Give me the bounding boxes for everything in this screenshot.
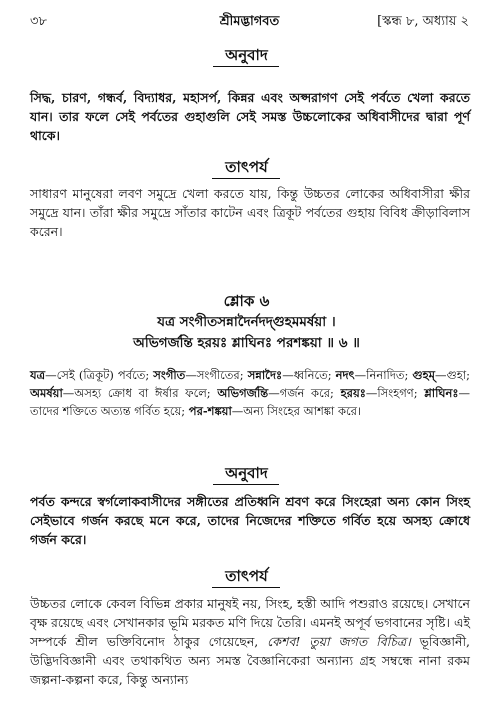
- translation-text-1: সিদ্ধ, চারণ, গন্ধর্ব, বিদ্যাধর, মহাসর্প, কিন্নর এবং অপ্সরাগণ সেই পর্বতে খেলা করতে যান। তার ফলে সেই পর্বতের গুহাগুলি সেই সমস্ত উচ্চলোকের অধিবাসীদের দ্বারা পূর্ণ থাকে।: [30, 90, 470, 143]
- page-number: ৩৮: [30, 14, 47, 29]
- translation-heading-2: অনুবাদ: [225, 464, 268, 482]
- synonym-separator: —: [185, 368, 197, 382]
- heading-underline: [213, 66, 279, 67]
- synonym-word: শ্লাঘিনঃ: [424, 386, 459, 400]
- synonym-meaning: তাদের শক্তিতে অত্যন্ত গর্বিত হয়ে;: [30, 404, 189, 418]
- synonym-word: যত্র: [30, 368, 46, 382]
- heading-underline: [212, 587, 280, 588]
- book-title: শ্রীমদ্ভাগবত: [219, 14, 280, 29]
- synonym-word: হরয়ঃ: [340, 386, 366, 400]
- synonym-word: নদৎ: [335, 368, 355, 382]
- translation-text-2: পর্বত কন্দরে স্বর্গলোকবাসীদের সঙ্গীতের প্রতিধ্বনি শ্রবণ করে সিংহেরা অন্য কোন সিংহ সেইভাবে গর্জন করছে মনে করে, তাদের নিজেদের শক্তিতে গর্বিত হয়ে অসহ্য ক্রোধে গর্জন করে।: [30, 494, 470, 547]
- synonym-meaning: সেই (ত্রিকূট) পর্বতে;: [56, 368, 154, 382]
- synonym-separator: —: [435, 368, 447, 382]
- synonym-word: সন্নাদৈঃ: [247, 368, 283, 382]
- song-quote: কেশব! তুয়া জগত বিচিত্র।: [267, 634, 411, 649]
- purport-text-part: ভূবিজ্ঞানী, উদ্ভিদবিজ্ঞানী এবং তথাকথিত অন্য সমস্ত বৈজ্ঞানিকেরা অন্যান্য গ্রহ সম্বন্ধে নানা রকম জল্পনা-কল্পনা করে, কিন্তু অন্যান্য: [30, 634, 471, 687]
- synonym-word: অমর্ষয়া: [30, 386, 63, 400]
- word-for-word-synonyms: [30, 366, 470, 420]
- verse-heading: শ্লোক ৬: [223, 292, 270, 310]
- translation-heading-1: অনুবাদ: [225, 46, 268, 64]
- synonym-separator: —: [458, 386, 470, 400]
- purport-text-1: সাধারণ মানুষেরা লবণ সমুদ্রে খেলা করতে যায়, কিন্তু উচ্চতর লোকের অধিবাসীরা ক্ষীর সমুদ্রে যান। তাঁরা ক্ষীর সমুদ্রে সাঁতার কাটেন এবং ত্রিকূট পর্বতের গুহায় বিবিধ ক্রীড়াবিলাস করেন।: [30, 186, 470, 239]
- purport-text-2: [30, 594, 470, 689]
- purport-text-part: উচ্চতর লোকে কেবল বিভিন্ন প্রকার মানুষই নয়, সিংহ, হস্তী আদি পশুরাও রয়েছে। সেখানে বৃক্ষ রয়েছে এবং সেখানকার ভূমি মরকত মণি দিয়ে তৈরি। এমনই অপূর্ব ভগবানের সৃষ্টি। এই সম্পর্কে শ্রীল ভক্তিবিনোদ ঠাকুর গেয়েছেন,: [30, 596, 470, 649]
- synonym-word: সংগীত: [153, 368, 186, 382]
- synonym-separator: —: [62, 386, 75, 400]
- synonym-meaning: গুহা;: [446, 368, 470, 382]
- synonym-separator: —: [231, 404, 244, 418]
- page-header: [30, 12, 469, 34]
- synonym-separator: —: [45, 368, 57, 382]
- synonym-word: অভিগর্জন্তি: [217, 386, 269, 400]
- verse-line-1: যত্র সংগীতসন্নাদৈর্নদদ্‌গুহমমর্ষয়া ।: [157, 314, 336, 330]
- synonym-separator: —: [354, 368, 367, 382]
- synonym-meaning: নিনাদিত;: [366, 368, 413, 382]
- synonym-meaning: সংগীতের;: [196, 368, 248, 382]
- synonym-separator: —: [282, 368, 294, 382]
- verse-line-2: অভিগর্জন্তি হরয়ঃ শ্লাঘিনঃ পরশঙ্কয়া ॥ ৬ ॥: [133, 335, 360, 351]
- synonym-meaning: ধ্বনিতে;: [293, 368, 336, 382]
- heading-underline: [212, 178, 280, 179]
- purport-heading-1: তাৎপর্য: [225, 158, 268, 176]
- synonym-separator: —: [268, 386, 280, 400]
- synonym-meaning: অসহ্য ক্রোধ বা ঈর্ষার ফলে;: [74, 386, 218, 400]
- heading-underline: [213, 484, 279, 485]
- synonym-meaning: অন্য সিংহের আশঙ্কা করে।: [243, 404, 362, 418]
- synonym-meaning: গর্জন করে;: [279, 386, 341, 400]
- synonym-word: পর-শঙ্কয়া: [188, 404, 232, 418]
- purport-heading-2: তাৎপর্য: [225, 567, 268, 585]
- synonym-word: গুহম্: [412, 368, 436, 382]
- synonym-meaning: সিংহগণ;: [377, 386, 425, 400]
- synonym-separator: —: [365, 386, 378, 400]
- chapter-reference: [স্কন্ধ ৮, অধ্যায় ২: [377, 14, 469, 29]
